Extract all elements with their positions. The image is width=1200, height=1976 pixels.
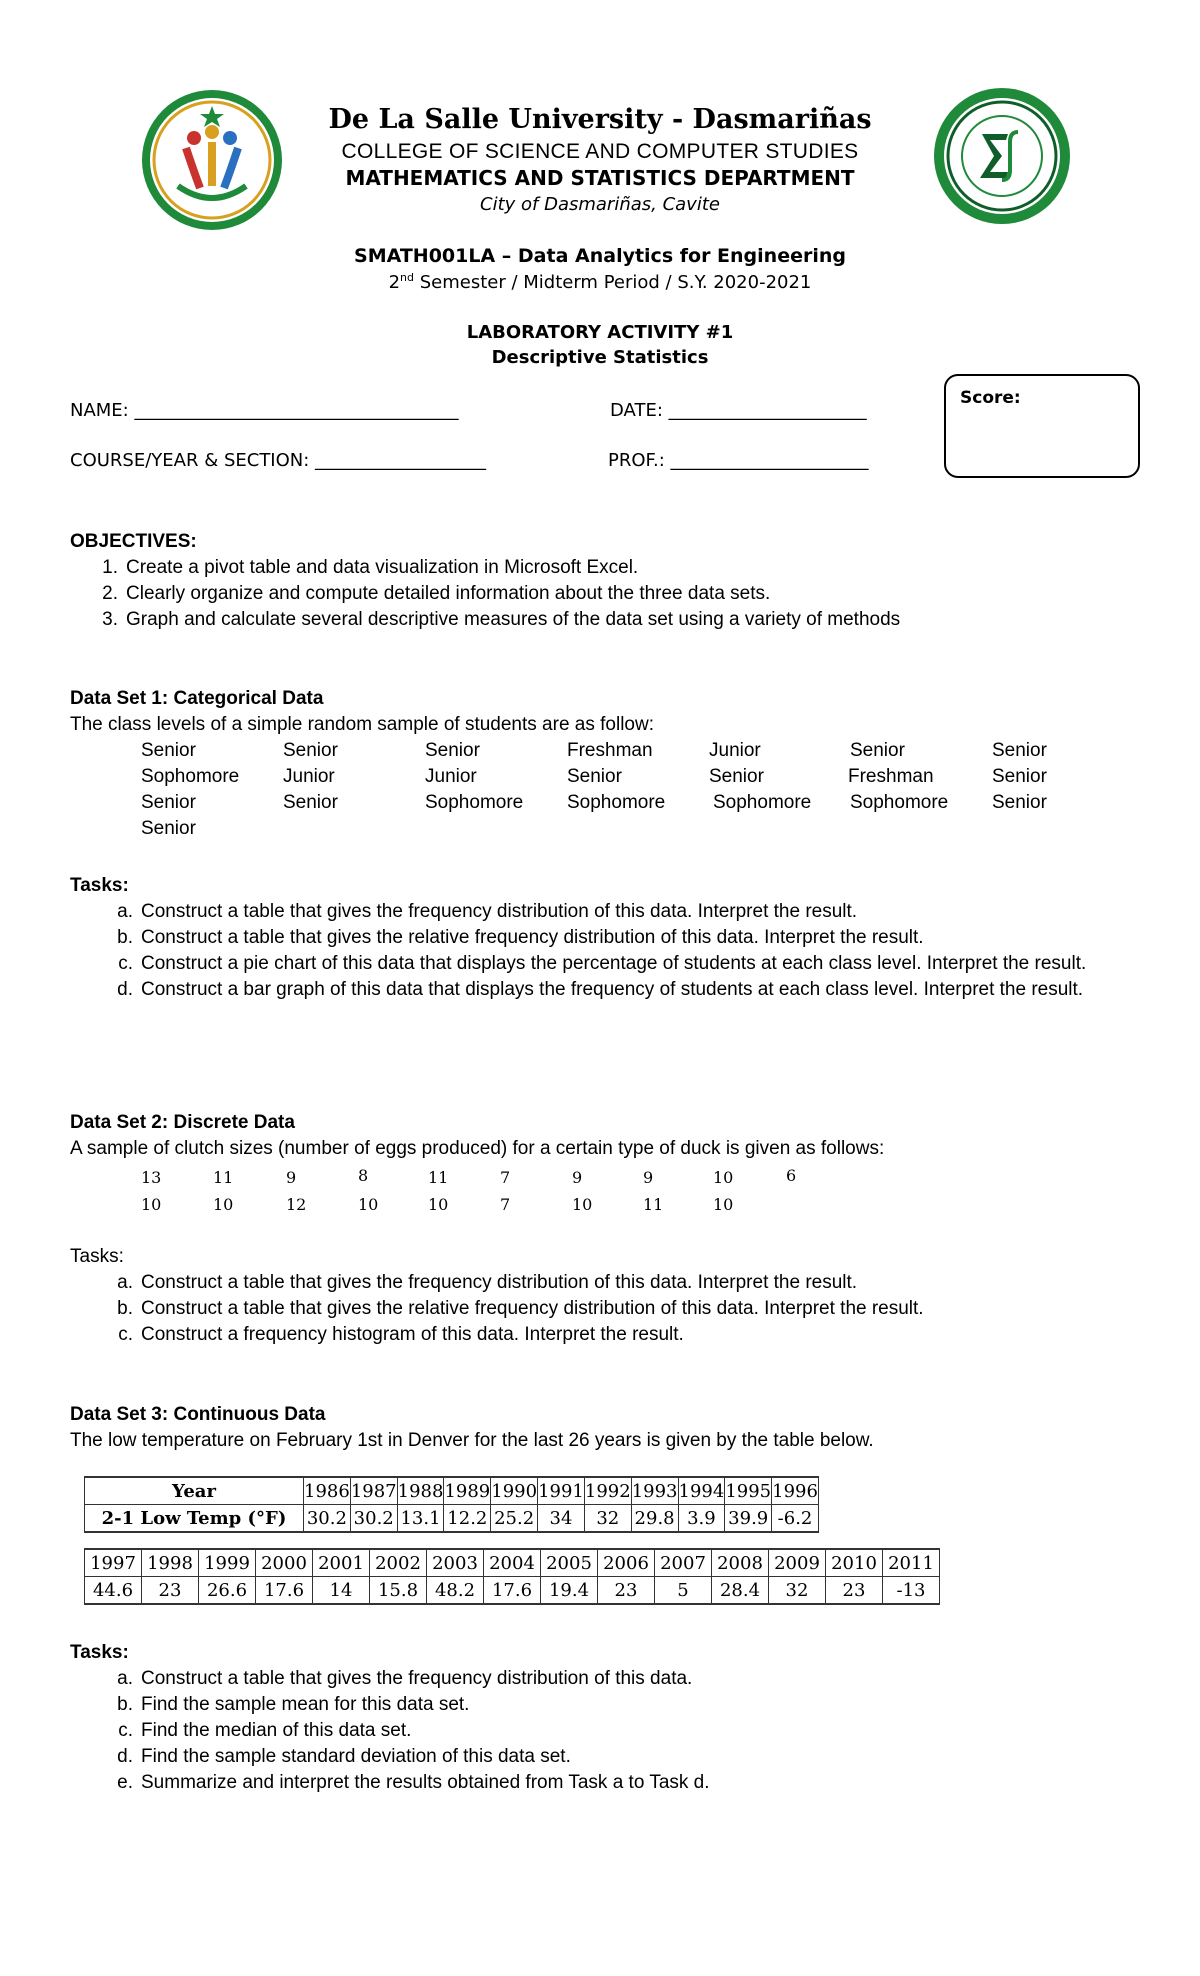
task-item: a. Construct a table that gives the frequency distribution of this data. Interpret the result.	[117, 901, 858, 922]
year-cell: 2008	[712, 1549, 769, 1577]
year-cell: 1993	[631, 1477, 678, 1505]
department-name: MATHEMATICS AND STATISTICS DEPARTMENT	[345, 166, 855, 190]
task-item: a. Construct a table that gives the frequency distribution of this data. Interpret the result.	[117, 1272, 858, 1293]
year-cell: 1990	[491, 1477, 538, 1505]
temp-cell: -6.2	[772, 1505, 819, 1533]
set1-value: Sophomore	[141, 766, 240, 787]
course-section-field[interactable]: COURSE/YEAR & SECTION: ___________________	[70, 450, 487, 471]
set3-intro: The low temperature on February 1st in Denver for the last 26 years is given by the table below.	[70, 1430, 874, 1451]
set2-value: 10	[358, 1195, 379, 1214]
set2-value: 10	[141, 1195, 162, 1214]
year-cell: 2005	[541, 1549, 598, 1577]
set1-value: Senior	[567, 766, 622, 787]
temp-cell: 23	[142, 1577, 199, 1605]
set1-value: Sophomore	[713, 792, 812, 813]
set2-value: 11	[428, 1168, 449, 1187]
set2-value: 10	[572, 1195, 593, 1214]
set2-tasks-heading: Tasks:	[70, 1246, 124, 1267]
table-row	[85, 1505, 819, 1533]
objective-item: 1. Create a pivot table and data visualization in Microsoft Excel.	[102, 557, 639, 578]
year-cell: 2001	[313, 1549, 370, 1577]
year-cell: 1992	[584, 1477, 631, 1505]
year-cell: 1996	[772, 1477, 819, 1505]
temp-cell: 3.9	[678, 1505, 725, 1533]
year-cell: 2009	[769, 1549, 826, 1577]
task-item: c. Construct a frequency histogram of this data. Interpret the result.	[118, 1324, 684, 1345]
year-cell: 2010	[826, 1549, 883, 1577]
set1-value: Freshman	[848, 766, 934, 787]
set3-heading: Data Set 3: Continuous Data	[70, 1404, 326, 1425]
year-cell: 1988	[397, 1477, 444, 1505]
temp-cell: 28.4	[712, 1577, 769, 1605]
set1-value: Senior	[141, 792, 196, 813]
set2-value: 7	[500, 1195, 511, 1214]
temp-cell: 32	[769, 1577, 826, 1605]
task-item: b. Construct a table that gives the relative frequency distribution of this data. Interpret the result.	[117, 927, 924, 948]
year-cell: 2006	[598, 1549, 655, 1577]
semester-line	[0, 271, 1200, 293]
college-name: COLLEGE OF SCIENCE AND COMPUTER STUDIES	[341, 140, 859, 163]
set2-value: 9	[643, 1168, 654, 1187]
year-cell: 2007	[655, 1549, 712, 1577]
prof-field[interactable]: PROF.: ______________________	[608, 450, 869, 471]
objectives-list	[102, 555, 1166, 633]
temp-cell: 29.8	[631, 1505, 678, 1533]
year-cell: 2011	[883, 1549, 940, 1577]
set2-value: 10	[213, 1195, 234, 1214]
task-item: b. Find the sample mean for this data set.	[117, 1694, 470, 1715]
set1-heading: Data Set 1: Categorical Data	[70, 688, 324, 709]
year-cell: 1989	[444, 1477, 491, 1505]
temp-cell: 5	[655, 1577, 712, 1605]
set1-value: Senior	[850, 740, 905, 761]
set2-value: 12	[286, 1195, 307, 1214]
year-cell: 1987	[350, 1477, 397, 1505]
year-cell: 1999	[199, 1549, 256, 1577]
activity-subtitle: Descriptive Statistics	[491, 347, 709, 368]
set1-intro: The class levels of a simple random sample of students are as follow:	[70, 714, 654, 735]
set2-value: 8	[358, 1166, 369, 1185]
university-name: De La Salle University - Dasmariñas	[328, 104, 872, 135]
task-item: d. Find the sample standard deviation of this data set.	[117, 1746, 571, 1767]
year-cell: 1997	[85, 1549, 142, 1577]
name-field[interactable]: NAME: ____________________________________	[70, 400, 459, 421]
temp-cell: 34	[538, 1505, 585, 1533]
set1-value: Senior	[992, 766, 1047, 787]
year-cell: 2000	[256, 1549, 313, 1577]
temp-cell: 25.2	[491, 1505, 538, 1533]
set1-value: Sophomore	[567, 792, 666, 813]
objective-item: 3. Graph and calculate several descriptive measures of the data set using a variety of methods	[102, 609, 901, 630]
task-item: d. Construct a bar graph of this data that displays the frequency of students at each class level. Interpret the result.	[117, 979, 1084, 1000]
city: City of Dasmariñas, Cavite	[480, 194, 720, 215]
temp-cell: 23	[598, 1577, 655, 1605]
table-row	[85, 1577, 940, 1605]
task-item: a. Construct a table that gives the frequency distribution of this data.	[117, 1668, 693, 1689]
set1-value: Senior	[283, 740, 338, 761]
temp-cell: 14	[313, 1577, 370, 1605]
objectives-heading: OBJECTIVES:	[70, 531, 197, 552]
temperature-table-1	[84, 1476, 819, 1533]
task-item: b. Construct a table that gives the relative frequency distribution of this data. Interpret the result.	[117, 1298, 924, 1319]
set1-value: Senior	[283, 792, 338, 813]
set2-value: 7	[500, 1168, 511, 1187]
task-item: e. Summarize and interpret the results obtained from Task a to Task d.	[117, 1772, 710, 1793]
temp-cell: 15.8	[370, 1577, 427, 1605]
task-item: c. Construct a pie chart of this data that displays the percentage of students at each class level. Interpret the result.	[118, 953, 1087, 974]
year-cell: 1994	[678, 1477, 725, 1505]
temp-cell: 30.2	[304, 1505, 351, 1533]
year-cell: 2003	[427, 1549, 484, 1577]
temp-cell: 44.6	[85, 1577, 142, 1605]
year-cell: 2002	[370, 1549, 427, 1577]
temp-cell: 12.2	[444, 1505, 491, 1533]
set1-value: Senior	[992, 792, 1047, 813]
set1-value: Senior	[141, 740, 196, 761]
set3-tasks-list	[117, 1666, 1111, 1796]
set1-value: Senior	[425, 740, 480, 761]
set2-value: 9	[572, 1168, 583, 1187]
set2-value: 10	[428, 1195, 449, 1214]
set1-tasks-list	[117, 899, 1111, 1003]
objective-item: 2. Clearly organize and compute detailed information about the three data sets.	[102, 583, 771, 604]
year-cell: 1995	[725, 1477, 772, 1505]
set1-value: Junior	[425, 766, 477, 787]
temp-cell: -13	[883, 1577, 940, 1605]
set2-intro: A sample of clutch sizes (number of eggs produced) for a certain type of duck is given as follows:	[70, 1138, 885, 1159]
semester-suffix: nd	[400, 271, 415, 284]
set1-value: Sophomore	[850, 792, 949, 813]
set1-value: Senior	[141, 818, 196, 839]
set1-value: Senior	[992, 740, 1047, 761]
temp-cell: 19.4	[541, 1577, 598, 1605]
set1-value: Freshman	[567, 740, 653, 761]
semester-number: 2	[388, 272, 401, 293]
set2-value: 6	[786, 1166, 797, 1185]
table-header-year: Year	[85, 1477, 304, 1505]
set2-value: 13	[141, 1168, 162, 1187]
temp-cell: 17.6	[484, 1577, 541, 1605]
temp-cell: 30.2	[350, 1505, 397, 1533]
temp-cell: 48.2	[427, 1577, 484, 1605]
set2-value: 9	[286, 1168, 297, 1187]
set2-heading: Data Set 2: Discrete Data	[70, 1112, 295, 1133]
temp-cell: 26.6	[199, 1577, 256, 1605]
year-cell: 1998	[142, 1549, 199, 1577]
set2-value: 10	[713, 1195, 734, 1214]
temperature-table-2	[84, 1548, 940, 1605]
temp-cell: 23	[826, 1577, 883, 1605]
task-item: c. Find the median of this data set.	[118, 1720, 412, 1741]
table-row	[85, 1477, 819, 1505]
date-field[interactable]: DATE: ______________________	[610, 400, 867, 421]
set2-value: 11	[643, 1195, 664, 1214]
set3-tasks-heading: Tasks:	[70, 1642, 129, 1663]
year-cell: 1991	[538, 1477, 585, 1505]
set1-value: Sophomore	[425, 792, 524, 813]
set2-value: 11	[213, 1168, 234, 1187]
year-cell: 1986	[304, 1477, 351, 1505]
set1-value: Junior	[709, 740, 761, 761]
set2-tasks-list	[117, 1270, 1111, 1348]
temp-cell: 17.6	[256, 1577, 313, 1605]
temp-cell: 39.9	[725, 1505, 772, 1533]
activity-title: LABORATORY ACTIVITY #1	[466, 322, 734, 343]
set2-value: 10	[713, 1168, 734, 1187]
course-title: SMATH001LA – Data Analytics for Engineering	[354, 245, 846, 267]
temp-cell: 32	[584, 1505, 631, 1533]
set1-tasks-heading: Tasks:	[70, 875, 129, 896]
semester-rest: Semester / Midterm Period / S.Y. 2020-2021	[414, 272, 812, 293]
temp-cell: 13.1	[397, 1505, 444, 1533]
score-label: Score:	[960, 388, 1021, 408]
table-header-temp: 2-1 Low Temp (°F)	[85, 1505, 304, 1533]
set1-value: Senior	[709, 766, 764, 787]
year-cell: 2004	[484, 1549, 541, 1577]
set1-value: Junior	[283, 766, 335, 787]
table-row	[85, 1549, 940, 1577]
